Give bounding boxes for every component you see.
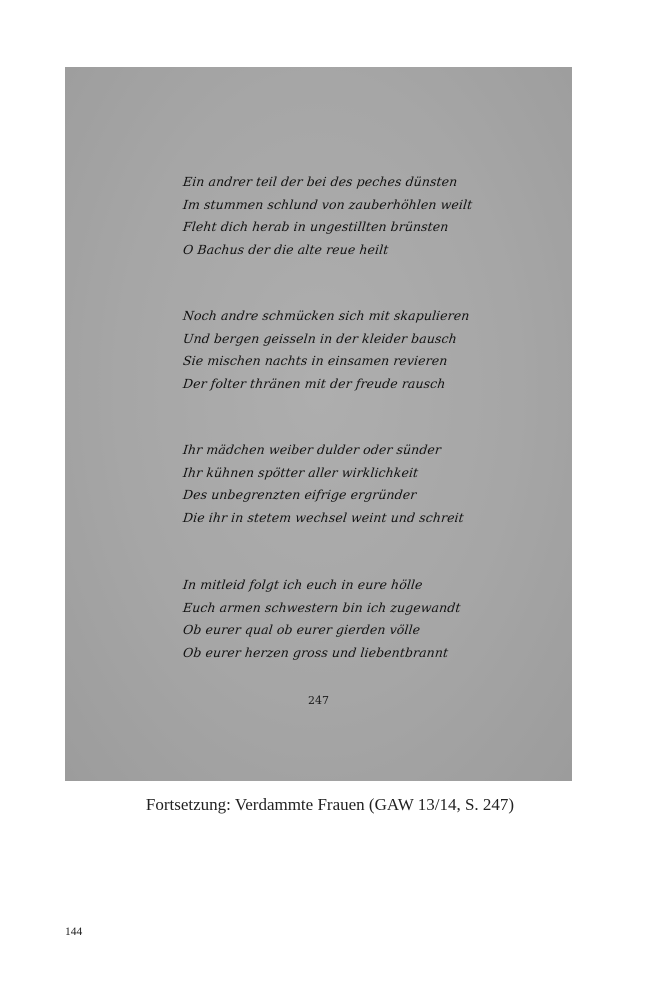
stanza-4 <box>183 574 483 664</box>
manuscript-page-number: 247 <box>308 694 329 707</box>
verse-line: Die ihr in stetem wechsel weint und schreit <box>182 509 465 525</box>
verse-line: Des unbegrenzten eifrige ergründer <box>182 487 418 502</box>
verse-line: Der folter thränen mit der freude rausch <box>182 375 447 391</box>
verse-line: Ihr kühnen spötter aller wirklichkeit <box>182 464 420 480</box>
stanza-3 <box>183 439 483 529</box>
page-folio-number: 144 <box>65 926 83 938</box>
stanza-2 <box>183 305 483 395</box>
stanza-1 <box>183 171 483 261</box>
manuscript-facsimile <box>65 67 572 781</box>
verse-line: Noch andre schmücken sich mit skapulieren <box>182 308 471 323</box>
verse-line: Ihr mädchen weiber dulder oder sünder <box>182 442 442 457</box>
verse-line: Und bergen geisseln in der kleider bausch <box>182 330 458 346</box>
verse-line: Euch armen schwestern bin ich zugewandt <box>182 599 462 615</box>
figure-caption: Fortsetzung: Verdammte Frauen (GAW 13/14, S. 247) <box>145 795 515 814</box>
verse-line: O Bachus der die alte reue heilt <box>182 241 390 257</box>
verse-line: Ein andrer teil der bei des peches dünsten <box>182 174 459 189</box>
verse-line: Fleht dich herab in ungestillten brünsten <box>182 219 450 234</box>
verse-line: Ob eurer herzen gross und liebentbrannt <box>182 644 449 660</box>
verse-line: Im stummen schlund von zauberhöhlen weilt <box>182 196 474 212</box>
verse-line: Sie mischen nachts in einsamen revieren <box>182 353 449 368</box>
verse-line: In mitleid folgt ich euch in eure hölle <box>182 577 424 592</box>
verse-line: Ob eurer qual ob eurer gierden völle <box>182 622 421 637</box>
